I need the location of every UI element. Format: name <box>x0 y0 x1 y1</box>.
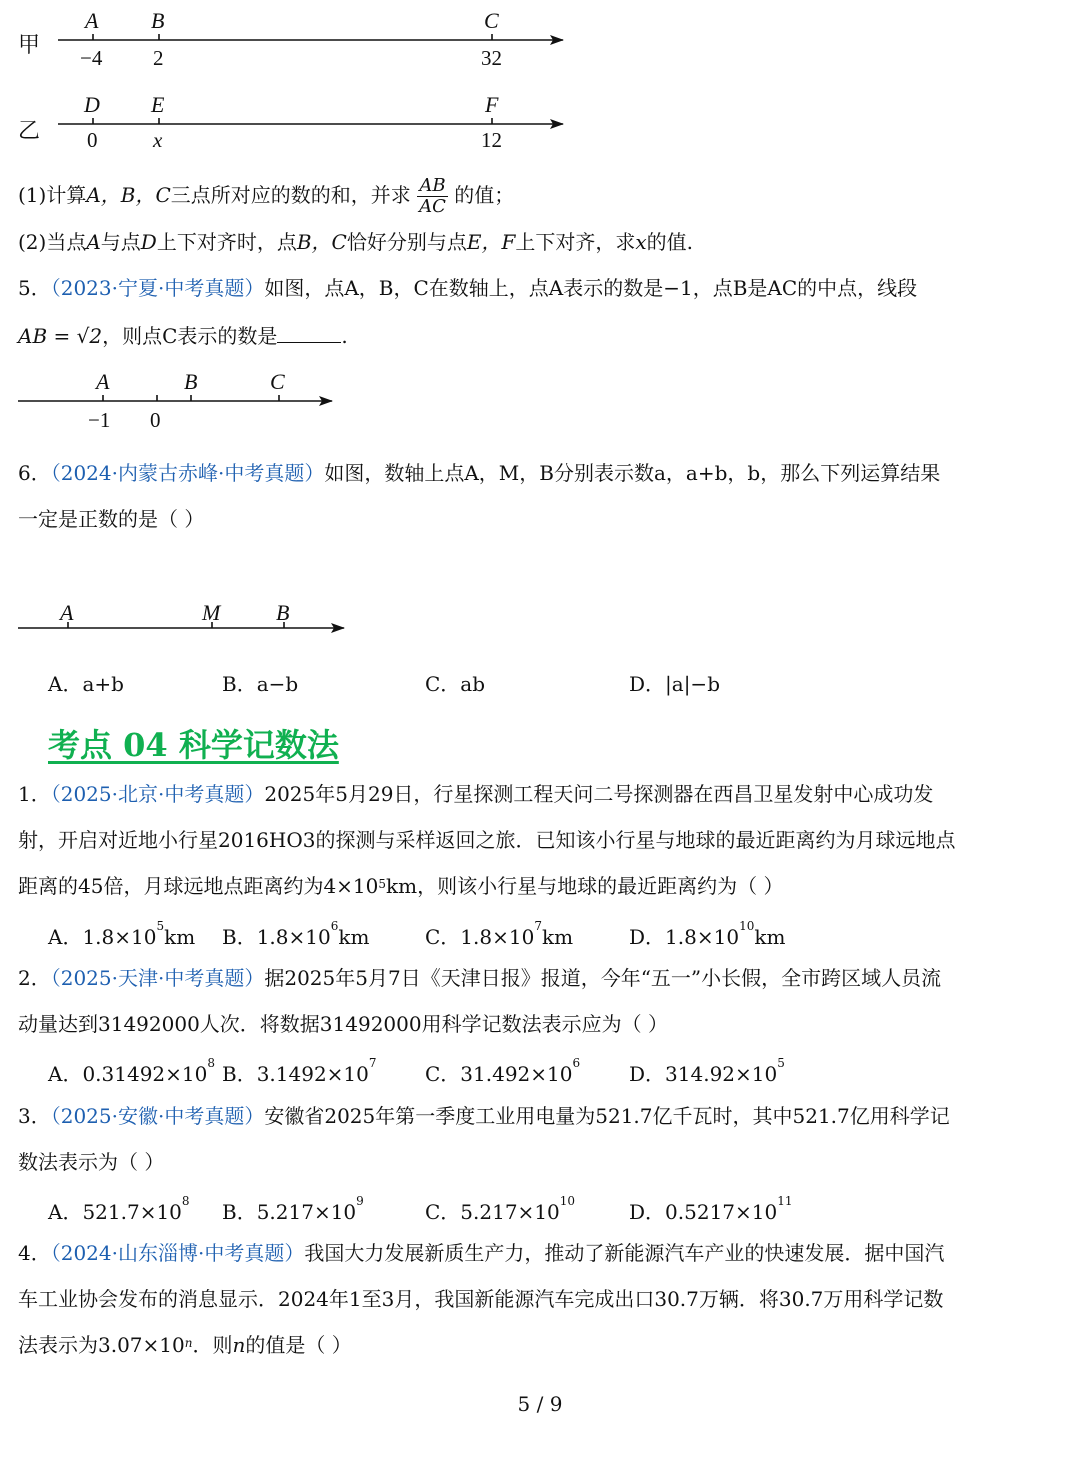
point-label-F: F <box>485 92 499 117</box>
row-label-yi: 乙 <box>18 119 41 144</box>
s1-option-c[interactable]: C．$1.8\times 10^7km$ <box>425 919 574 949</box>
q5-number-neg1: −1 <box>88 408 111 432</box>
q5-source: （2023·宁夏·中考真题） <box>50 276 265 300</box>
s3-source: （2025·安徽·中考真题） <box>50 1104 265 1128</box>
q6-label-A: A <box>60 600 74 625</box>
q6-option-b[interactable]: B．a−b <box>222 672 299 696</box>
s3-line-1: 3．（2025·安徽·中考真题）安徽省2025年第一季度工业用电量为521.7亿千瓦时，其中521.7亿用科学记 <box>18 1104 950 1128</box>
s3-line-2: 数法表示为（ ） <box>18 1150 165 1174</box>
s1-source: （2025·北京·中考真题） <box>50 782 265 806</box>
point-value-C: 32 <box>481 46 502 70</box>
s3-option-a[interactable]: A．$521.7\times 10^8$ <box>48 1194 190 1224</box>
s1-line-1: 1．（2025·北京·中考真题）2025年5月29日，行星探测工程天问二号探测器在西昌卫星发射中心成功发 <box>18 782 934 806</box>
s3-option-b[interactable]: B．$5.217\times 10^9$ <box>222 1194 364 1224</box>
q5-label-B: B <box>184 369 198 394</box>
point-value-D: 0 <box>87 128 98 152</box>
s2-line-2: 动量达到31492000人次．将数据31492000用科学记数法表示应为（ ） <box>18 1012 668 1036</box>
q6-line-1: 6．（2024·内蒙古赤峰·中考真题）如图，数轴上点A，M，B分别表示数a，a+b，b，那么下列运算结果 <box>18 461 941 485</box>
q6-option-d[interactable]: D．|a|−b <box>629 672 720 696</box>
q6-option-a[interactable]: A．a+b <box>48 672 124 696</box>
page-number: 5 / 9 <box>517 1392 563 1416</box>
point-label-D: D <box>84 92 100 117</box>
q5-label-A: A <box>96 369 110 394</box>
q4-part-2: (2)当点A与点D上下对齐时，点B，C恰好分别与点E，F上下对齐，求x的值. <box>18 230 693 254</box>
s4-source: （2024·山东淄博·中考真题） <box>50 1241 305 1265</box>
point-label-A: A <box>85 8 99 33</box>
row-label-jia: 甲 <box>18 33 41 58</box>
point-value-E: x <box>153 128 163 152</box>
s1-option-a[interactable]: A．$1.8\times 10^5km$ <box>48 919 196 949</box>
s1-line-3: 距离的45倍，月球远地点距离约为$4\times 10^5km$，则该小行星与地球的最近距离约为（ ） <box>18 874 784 898</box>
s2-option-d[interactable]: D．$314.92\times 10^5$ <box>629 1056 785 1086</box>
q5-line-1: 5．（2023·宁夏·中考真题）如图，点A，B，C在数轴上，点A表示的数是−1，点B是AC的中点，线段 <box>18 276 918 300</box>
q6-source: （2024·内蒙古赤峰·中考真题） <box>50 461 325 485</box>
point-value-F: 12 <box>481 128 502 152</box>
s4-line-3: 法表示为$3.07\times 10^n$．则n的值是（ ） <box>18 1333 352 1357</box>
point-label-E: E <box>151 92 165 117</box>
q6-label-M: M <box>202 600 221 625</box>
q6-label-B: B <box>276 600 290 625</box>
s2-source: （2025·天津·中考真题） <box>50 966 265 990</box>
s1-option-d[interactable]: D．$1.8\times 10^{10}km$ <box>629 919 786 949</box>
s2-line-1: 2．（2025·天津·中考真题）据2025年5月7日《天津日报》报道，今年“五一”小长假，全市跨区域人员流 <box>18 966 942 990</box>
s1-line-2: 射，开启对近地小行星2016HO3的探测与采样返回之旅．已知该小行星与地球的最近距离约为月球远地点 <box>18 828 956 852</box>
fraction-ab-ac: $\frac{AB}{AC}$ <box>419 175 446 217</box>
s2-option-b[interactable]: B．$3.1492\times 10^7$ <box>222 1056 377 1086</box>
s2-option-c[interactable]: C．$31.492\times 10^6$ <box>425 1056 581 1086</box>
point-value-B: 2 <box>153 46 164 70</box>
s4-line-2: 车工业协会发布的消息显示．2024年1至3月，我国新能源汽车完成出口30.7万辆．将30.7万用科学记数 <box>18 1287 944 1311</box>
q6-line-2: 一定是正数的是（ ） <box>18 507 205 531</box>
s3-option-c[interactable]: C．$5.217\times 10^{10}$ <box>425 1194 576 1224</box>
q4-part-1: (1)计算A，B，C三点所对应的数的和，并求 $\frac{AB}{AC}$ 的值； <box>18 175 515 217</box>
point-label-B: B <box>151 8 165 33</box>
s2-option-a[interactable]: A．$0.31492\times 10^8$ <box>48 1056 215 1086</box>
q5-number-0: 0 <box>150 408 161 432</box>
point-value-A: −4 <box>80 46 103 70</box>
q6-option-c[interactable]: C．ab <box>425 672 486 696</box>
s3-option-d[interactable]: D．$0.5217\times 10^{11}$ <box>629 1194 793 1224</box>
q5-label-C: C <box>270 369 285 394</box>
section-title: 考点 04 科学记数法 <box>48 726 339 764</box>
answer-blank <box>277 324 341 343</box>
s1-option-b[interactable]: B．$1.8\times 10^6km$ <box>222 919 370 949</box>
point-label-C: C <box>484 8 499 33</box>
s4-line-1: 4．（2024·山东淄博·中考真题）我国大力发展新质生产力，推动了新能源汽车产业的快速发展．据中国汽 <box>18 1241 945 1265</box>
q5-line-2: AB = √2，则点C表示的数是 . <box>18 324 348 348</box>
